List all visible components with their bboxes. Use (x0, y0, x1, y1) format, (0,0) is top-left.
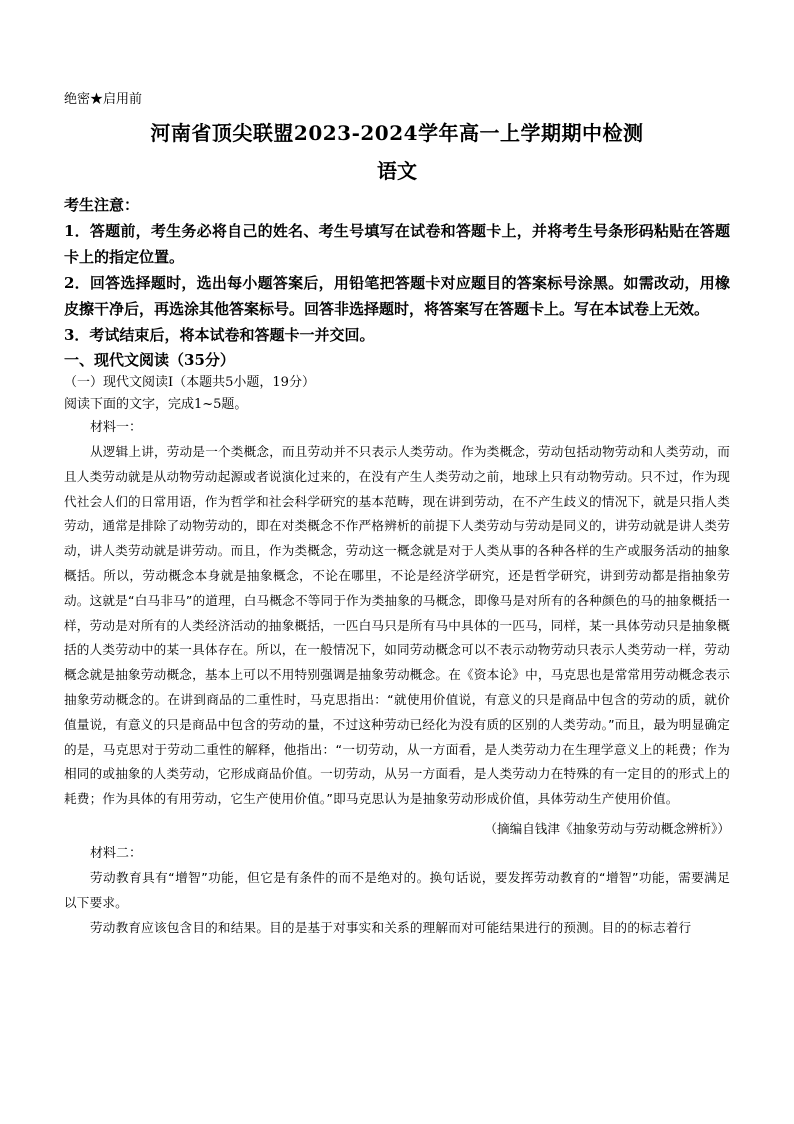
material-paragraph: 劳动教育应该包含目的和结果。目的是基于对事实和关系的理解而对可能结果进行的预测。目的的标志着行 (90, 919, 692, 935)
notice-item: 1．答题前，考生务必将自己的姓名、考生号填写在试卷和答题卡上，并将考生号条形码粘贴在答题卡上的指定位置。 (64, 222, 730, 266)
material-source: （摘编自钱津《抽象劳动与劳动概念辨析》） (484, 820, 730, 836)
exam-title: 河南省顶尖联盟2023-2024学年高一上学期期中检测 (150, 121, 644, 145)
secret-mark: 绝密★启用前 (64, 92, 143, 107)
material-one (64, 416, 730, 842)
notice-item: 3．考试结束后，将本试卷和答题卡一并交回。 (64, 326, 375, 344)
subject-title: 语文 (377, 159, 417, 183)
material-paragraph: 劳动教育具有“增智”功能，但它是有条件的而不是绝对的。换句话说，要发挥劳动教育的“增智”功能，需要满足以下要求。 (64, 869, 730, 910)
material-label: 材料二： (90, 845, 143, 861)
notice-block (64, 192, 730, 348)
reading-instruction: 阅读下面的文字，完成1~5题。 (64, 397, 248, 412)
material-text: 从逻辑上讲，劳动是一个类概念，而且劳动并不只表示人类劳动。作为类概念，劳动包括动物劳动和人类劳动，而且人类劳动就是从动物劳动起源或者说演化过来的，在没有产生人类劳动之前，地球上只有动物劳动。只不过，作为现代社会人们的日常用语，作为哲学和社会科学研究的基本范畴，现在讲到劳动，在不产生歧义的情况下，就是只指人类劳动，通常是排除了动物劳动的，即在对类概念不作严格辨析的前提下人类劳动与劳动是同义的，讲劳动就是讲人类劳动，讲人类劳动就是讲劳动。而且，作为类概念，劳动这一概念就是对于人类从事的各种各样的生产或服务活动的抽象概括。所以，劳动概念本身就是抽象概念，不论在哪里，不论是经济学研究，还是哲学研究，讲到劳动都是指抽象劳动。这就是“白马非马”的道理，白马概念不等同于作为类抽象的马概念，即像马是对所有的各种颜色的马的抽象概括一样，劳动是对所有的人类经济活动的抽象概括，一匹白马只是所有马中具体的一匹马，同样，某一具体劳动只是抽象概括的人类劳动中的某一具体存在。所以，在一般情况下，如同劳动概念可以不表示动物劳动只表示人类劳动一样，劳动概念就是抽象劳动概念，基本上可以不用特别强调是抽象劳动概念。在《资本论》中，马克思也是常常用劳动概念表示抽象劳动概念的。在讲到商品的二重性时，马克思指出：“就使用价值说，有意义的只是商品中包含的劳动的质，就价值量说，有意义的只是商品中包含的劳动的量，不过这种劳动已经化为没有质的区别的人类劳动。”而且，最为明显确定的是，马克思对于劳动二重性的解释，他指出：“一切劳动，从一方面看，是人类劳动力在生理学意义上的耗费；作为相同的或抽象的人类劳动，它形成商品价值。一切劳动，从另一方面看，是人类劳动力在特殊的有一定目的的形式上的耗费；作为具体的有用劳动，它生产使用价值。”即马克思认为是抽象劳动形成价值，具体劳动生产使用价值。 (64, 444, 730, 807)
section-title: 一、现代文阅读（35分） (64, 351, 235, 369)
material-label: 材料一： (90, 420, 143, 435)
subsection-title: （一）现代文阅读Ⅰ（本题共5小题，19分） (64, 375, 315, 390)
notice-heading: 考生注意： (64, 196, 140, 214)
notice-item: 2．回答选择题时，选出每小题答案后，用铅笔把答题卡对应题目的答案标号涂黑。如需改动，用橡皮擦干净后，再选涂其他答案标号。回答非选择题时，将答案写在答题卡上。写在本试卷上无效。 (64, 274, 730, 318)
material-two (64, 842, 730, 940)
